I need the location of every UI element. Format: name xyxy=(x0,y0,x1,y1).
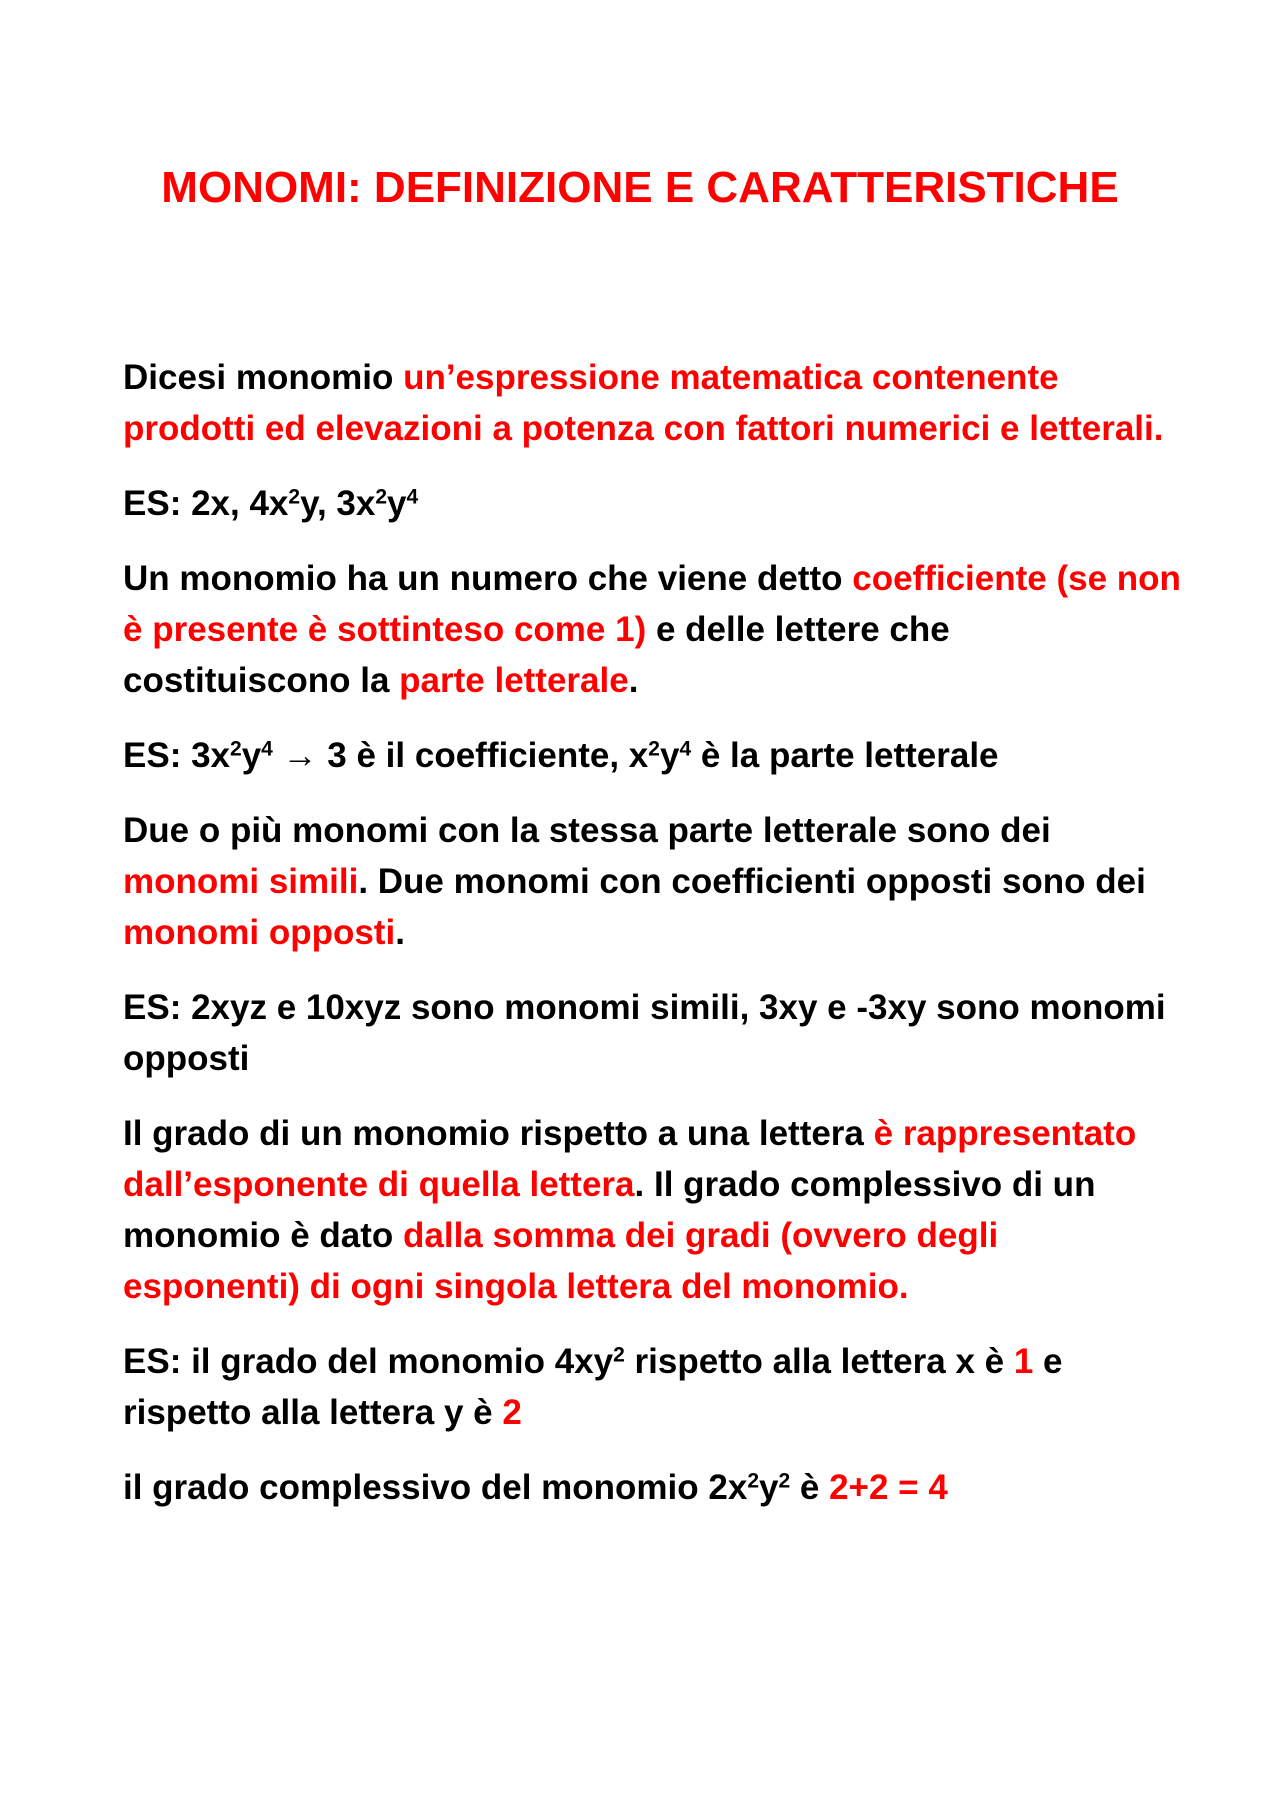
similar-monomials-highlight: monomi simili xyxy=(123,862,359,901)
example-2-text: y xyxy=(659,736,680,775)
paragraph-text: Il grado di un monomio rispetto a una lettera xyxy=(123,1114,874,1153)
exponent: 2 xyxy=(747,1469,759,1493)
arrow-right-icon: → xyxy=(282,736,318,775)
paragraph-text: . Due monomi con coefficienti opposti sono dei xyxy=(358,862,1146,901)
paragraph-text: . xyxy=(628,661,639,700)
document-body xyxy=(123,352,1183,1537)
example-5 xyxy=(123,1462,1183,1513)
example-3-text: ES: 2xyz e 10xyz sono monomi simili, 3xy e -3xy sono monomi opposti xyxy=(123,988,1166,1078)
paragraph-text: e delle lettere che costituiscono la xyxy=(123,610,950,700)
total-degree-value: 2+2 = 4 xyxy=(829,1468,948,1507)
exponent: 4 xyxy=(261,737,273,761)
example-4-text: e rispetto alla lettera y è xyxy=(123,1342,1063,1432)
paragraph-text: Un monomio ha un numero che viene detto xyxy=(123,559,853,598)
example-4-text: rispetto alla lettera x è xyxy=(624,1342,1014,1381)
degree-y-value: 2 xyxy=(502,1393,522,1432)
exponent: 2 xyxy=(230,737,242,761)
exponent: 2 xyxy=(778,1469,791,1493)
example-2 xyxy=(123,730,1183,781)
example-2-text: è la parte letterale xyxy=(691,736,999,775)
coefficient-paragraph xyxy=(123,553,1183,706)
paragraph-text: . xyxy=(395,913,405,952)
example-1-text: ES: 2x, 4x xyxy=(123,484,289,523)
example-5-text: è xyxy=(790,1468,830,1507)
example-2-text: y xyxy=(241,736,262,775)
definition-paragraph xyxy=(123,352,1183,454)
exponent: 2 xyxy=(288,485,301,509)
example-5-text: y xyxy=(759,1468,779,1507)
definition-lead: Dicesi monomio xyxy=(123,358,404,397)
degree-paragraph xyxy=(123,1108,1183,1312)
exponent: 2 xyxy=(648,737,660,761)
exponent: 2 xyxy=(375,485,388,509)
example-1-text: y xyxy=(387,484,407,523)
degree-x-value: 1 xyxy=(1013,1342,1034,1381)
example-5-text: il grado complessivo del monomio 2x xyxy=(123,1468,748,1507)
paragraph-text: . Il grado complessivo di un monomio è dato xyxy=(123,1165,1096,1255)
paragraph-text: Due o più monomi con la stessa parte letterale sono dei xyxy=(123,811,1051,850)
example-1-text: y, 3x xyxy=(300,484,376,523)
coefficient-highlight: coefficiente (se non è presente è sottinteso come 1) xyxy=(123,559,1181,649)
definition-highlight: un’espressione matematica contenente prodotti ed elevazioni a potenza con fattori numerici e letterali. xyxy=(123,358,1164,448)
example-1 xyxy=(123,478,1183,529)
exponent: 4 xyxy=(406,485,419,509)
opposite-monomials-highlight: monomi opposti xyxy=(123,913,396,952)
example-2-text: ES: 3x xyxy=(123,736,230,775)
exponent: 4 xyxy=(679,737,692,761)
example-4 xyxy=(123,1336,1183,1438)
total-degree-highlight: dalla somma dei gradi (ovvero degli esponenti) di ogni singola lettera del monomio. xyxy=(123,1216,999,1306)
literal-part-highlight: parte letterale xyxy=(399,661,629,700)
degree-letter-highlight: è rappresentato dall’esponente di quella lettera xyxy=(123,1114,1137,1204)
example-4-text: ES: il grado del monomio 4xy xyxy=(123,1342,614,1381)
example-3 xyxy=(123,982,1183,1084)
page-title: MONOMI: DEFINIZIONE E CARATTERISTICHE xyxy=(161,163,1119,212)
similar-opposite-paragraph xyxy=(123,805,1183,958)
example-2-text: 3 è il coefficiente, x xyxy=(317,736,649,775)
exponent: 2 xyxy=(613,1343,625,1367)
